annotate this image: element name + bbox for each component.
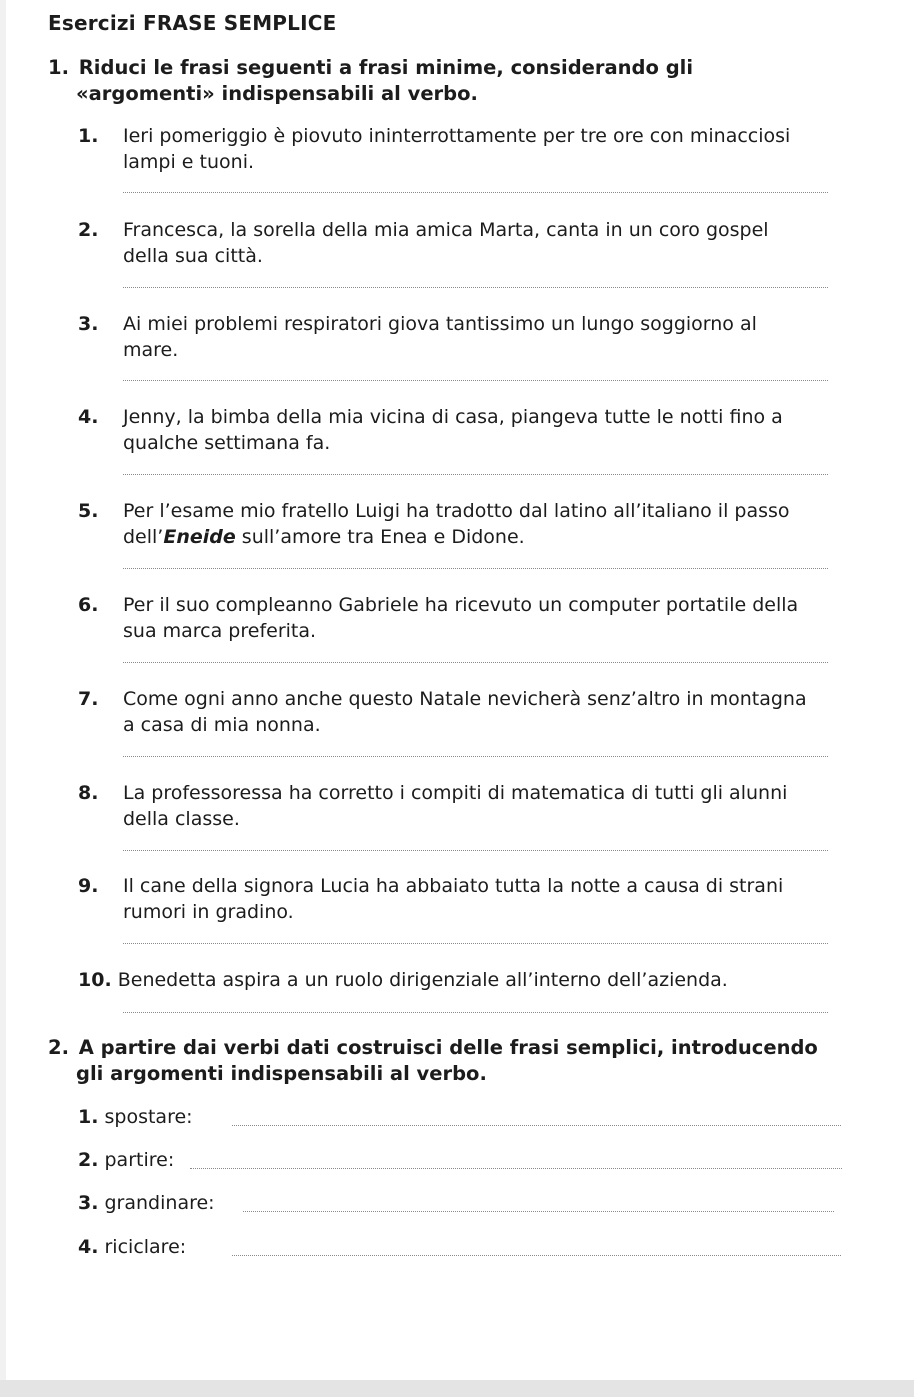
verb-number: 2. bbox=[78, 1149, 99, 1171]
item-text-suffix: sull’amore tra Enea e Didone. bbox=[235, 526, 525, 548]
item-text-prefix: dell’ bbox=[123, 526, 164, 548]
verb-row-2 bbox=[78, 1147, 858, 1173]
item-text-line-1: Per l’esame mio fratello Luigi ha tradotto dal latino all’italiano il passo bbox=[123, 500, 790, 522]
answer-line-3[interactable] bbox=[123, 380, 828, 381]
bottom-edge-strip bbox=[0, 1380, 914, 1397]
item-text-line-1: Francesca, la sorella della mia amica Marta, canta in un coro gospel bbox=[123, 219, 769, 241]
exercise-item-4 bbox=[78, 404, 878, 456]
section-2-instruction-line-2: gli argomenti indispensabili al verbo. bbox=[76, 1062, 487, 1085]
item-text: Benedetta aspira a un ruolo dirigenziale all’interno dell’azienda. bbox=[117, 969, 728, 991]
section-1-instruction bbox=[48, 55, 868, 107]
exercise-item-9 bbox=[78, 873, 878, 925]
item-text-line-2: qualche settimana fa. bbox=[123, 432, 331, 454]
item-number: 3. bbox=[78, 313, 99, 335]
exercise-item-6 bbox=[78, 592, 878, 644]
item-text-line-2: rumori in gradino. bbox=[123, 901, 294, 923]
item-text-line-2: della sua città. bbox=[123, 245, 263, 267]
section-1-instruction-line-1: Riduci le frasi seguenti a frasi minime, considerando gli bbox=[78, 56, 694, 79]
exercise-item-1 bbox=[78, 123, 878, 175]
exercise-item-3 bbox=[78, 311, 878, 363]
answer-line-2[interactable] bbox=[123, 287, 828, 288]
answer-line-8[interactable] bbox=[123, 850, 828, 851]
answer-line-10[interactable] bbox=[123, 1012, 828, 1013]
item-text-line-1: La professoressa ha corretto i compiti di matematica di tutti gli alunni bbox=[123, 782, 788, 804]
item-number: 7. bbox=[78, 688, 99, 710]
item-text-line-2: mare. bbox=[123, 339, 179, 361]
item-text-line-2: sua marca preferita. bbox=[123, 620, 317, 642]
verb-label: riciclare: bbox=[104, 1236, 187, 1258]
verb-answer-line-2[interactable] bbox=[190, 1168, 842, 1169]
item-text-line-2: della classe. bbox=[123, 808, 240, 830]
verb-answer-line-1[interactable] bbox=[232, 1125, 841, 1126]
item-number: 2. bbox=[78, 219, 99, 241]
item-text-line-1 bbox=[78, 969, 728, 991]
verb-label: grandinare: bbox=[104, 1192, 215, 1214]
verb-number: 3. bbox=[78, 1192, 99, 1214]
section-1-number: 1. bbox=[48, 56, 69, 79]
verb-number: 1. bbox=[78, 1106, 99, 1128]
item-number: 5. bbox=[78, 500, 99, 522]
item-number: 10. bbox=[78, 969, 112, 991]
item-text-line-2: a casa di mia nonna. bbox=[123, 714, 321, 736]
verb-answer-line-4[interactable] bbox=[232, 1255, 841, 1256]
verb-answer-line-3[interactable] bbox=[243, 1211, 834, 1212]
verb-row-4 bbox=[78, 1234, 858, 1260]
item-text-line-1: Ai miei problemi respiratori giova tantissimo un lungo soggiorno al bbox=[123, 313, 757, 335]
item-text-line-1: Per il suo compleanno Gabriele ha ricevuto un computer portatile della bbox=[123, 594, 799, 616]
page-title: Esercizi FRASE SEMPLICE bbox=[48, 11, 337, 35]
section-2-instruction-line-1: A partire dai verbi dati costruisci delle frasi semplici, introducendo bbox=[78, 1036, 818, 1059]
verb-number: 4. bbox=[78, 1236, 99, 1258]
section-2-instruction bbox=[48, 1035, 868, 1087]
item-text-emphasis: Eneide bbox=[163, 526, 236, 548]
verb-row-1 bbox=[78, 1104, 858, 1130]
exercise-item-2 bbox=[78, 217, 878, 269]
exercise-item-5 bbox=[78, 498, 878, 550]
verb-label: spostare: bbox=[104, 1106, 193, 1128]
exercise-item-10 bbox=[78, 967, 878, 993]
item-number: 4. bbox=[78, 406, 99, 428]
answer-line-9[interactable] bbox=[123, 943, 828, 944]
item-text-line-2 bbox=[123, 524, 878, 550]
item-number: 8. bbox=[78, 782, 99, 804]
exercise-item-8 bbox=[78, 780, 878, 832]
answer-line-7[interactable] bbox=[123, 756, 828, 757]
item-number: 1. bbox=[78, 125, 99, 147]
item-number: 9. bbox=[78, 875, 99, 897]
answer-line-4[interactable] bbox=[123, 474, 828, 475]
item-text-line-1: Jenny, la bimba della mia vicina di casa, piangeva tutte le notti fino a bbox=[123, 406, 783, 428]
item-number: 6. bbox=[78, 594, 99, 616]
item-text-line-1: Ieri pomeriggio è piovuto ininterrottamente per tre ore con minacciosi bbox=[123, 125, 791, 147]
item-text-line-1: Come ogni anno anche questo Natale nevicherà senz’altro in montagna bbox=[123, 688, 807, 710]
section-1-instruction-line-2: «argomenti» indispensabili al verbo. bbox=[76, 82, 478, 105]
item-text-line-1: Il cane della signora Lucia ha abbaiato tutta la notte a causa di strani bbox=[123, 875, 784, 897]
item-text-line-2: lampi e tuoni. bbox=[123, 151, 255, 173]
answer-line-6[interactable] bbox=[123, 662, 828, 663]
verb-label: partire: bbox=[104, 1149, 175, 1171]
answer-line-5[interactable] bbox=[123, 568, 828, 569]
exercise-item-7 bbox=[78, 686, 878, 738]
section-2-number: 2. bbox=[48, 1036, 69, 1059]
answer-line-1[interactable] bbox=[123, 192, 828, 193]
verb-row-3 bbox=[78, 1190, 858, 1216]
